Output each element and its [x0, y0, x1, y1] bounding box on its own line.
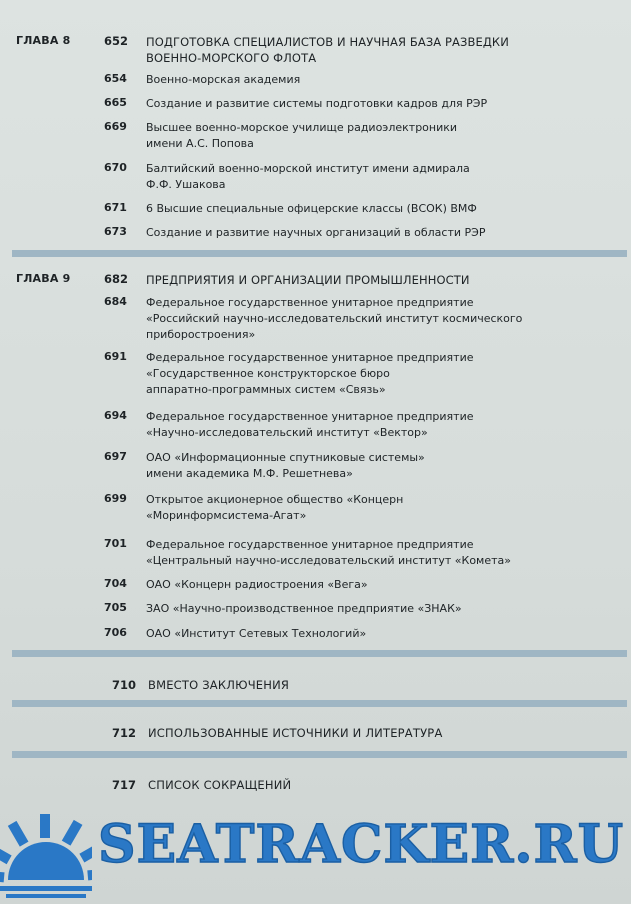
- page-number: 669: [104, 120, 127, 133]
- entry-title: [146, 225, 596, 241]
- entry-title: [146, 601, 596, 617]
- page-number: 691: [104, 350, 127, 363]
- title-line: ПОДГОТОВКА СПЕЦИАЛИСТОВ И НАУЧНАЯ БАЗА РАЗВЕДКИ: [146, 35, 509, 49]
- entry-title: [146, 577, 596, 593]
- title-line: ОАО «Институт Сетевых Технологий»: [146, 627, 367, 640]
- section-divider: [12, 751, 627, 758]
- watermark-text: SEATRACKER.RU: [98, 814, 625, 875]
- entry-title: [146, 201, 596, 217]
- entry-title: [146, 272, 596, 288]
- page-number: 701: [104, 537, 127, 550]
- entry-title: [146, 96, 596, 112]
- title-line: имени академика М.Ф. Решетнева»: [146, 467, 353, 480]
- title-line: Ф.Ф. Ушакова: [146, 178, 226, 191]
- title-line: Федеральное государственное унитарное предприятие: [146, 410, 474, 423]
- title-line: «Моринформсистема-Агат»: [146, 509, 307, 522]
- title-line: «Российский научно-исследовательский институт космического: [146, 312, 523, 325]
- title-line: 6 Высшие специальные офицерские классы (ВСОК) ВМФ: [146, 202, 477, 215]
- title-line: Создание и развитие научных организаций в области РЭР: [146, 226, 486, 239]
- title-line: Федеральное государственное унитарное предприятие: [146, 538, 474, 551]
- title-line: Федеральное государственное унитарное предприятие: [146, 351, 474, 364]
- page-number: 671: [104, 201, 127, 214]
- page-number: 654: [104, 72, 127, 85]
- page-number: 697: [104, 450, 127, 463]
- page-number: 682: [104, 272, 129, 286]
- entry-title: ИСПОЛЬЗОВАННЫЕ ИСТОЧНИКИ И ЛИТЕРАТУРА: [148, 726, 443, 740]
- page-number: 652: [104, 34, 129, 48]
- entry-title: [146, 120, 596, 152]
- page-number: 673: [104, 225, 127, 238]
- page-number: 665: [104, 96, 127, 109]
- title-line: Балтийский военно-морской институт имени адмирала: [146, 162, 470, 175]
- entry-title: ВМЕСТО ЗАКЛЮЧЕНИЯ: [148, 678, 290, 692]
- title-line: ОАО «Информационные спутниковые системы»: [146, 451, 425, 464]
- title-line: «Научно-исследовательский институт «Вектор»: [146, 426, 428, 439]
- page-number: 670: [104, 161, 127, 174]
- title-line: ВОЕННО-МОРСКОГО ФЛОТА: [146, 51, 317, 65]
- title-line: Создание и развитие системы подготовки кадров для РЭР: [146, 97, 488, 110]
- entry-title: [146, 450, 596, 482]
- entry-title: [146, 295, 596, 343]
- section-divider: [12, 650, 627, 657]
- entry-title: [146, 537, 596, 569]
- chapter-label: ГЛАВА 8: [16, 34, 71, 47]
- page-number: 717: [112, 778, 137, 792]
- title-line: Федеральное государственное унитарное предприятие: [146, 296, 474, 309]
- title-line: ЗАО «Научно-производственное предприятие «ЗНАК»: [146, 602, 462, 615]
- sun-logo-icon: [0, 808, 92, 904]
- entry-title: [146, 409, 596, 441]
- title-line: Открытое акционерное общество «Концерн: [146, 493, 404, 506]
- entry-title: [146, 161, 596, 193]
- entry-title: [146, 492, 596, 524]
- page-number: 706: [104, 626, 127, 639]
- title-line: ОАО «Концерн радиостроения «Вега»: [146, 578, 368, 591]
- title-line: имени А.С. Попова: [146, 137, 254, 150]
- title-line: «Центральный научно-исследовательский институт «Комета»: [146, 554, 511, 567]
- section-divider: [12, 250, 627, 257]
- page-number: 704: [104, 577, 127, 590]
- title-line: Высшее военно-морское училище радиоэлектроники: [146, 121, 458, 134]
- title-line: аппаратно-программных систем «Связь»: [146, 383, 386, 396]
- page-number: 712: [112, 726, 137, 740]
- page-number: 705: [104, 601, 127, 614]
- title-line: приборостроения»: [146, 328, 256, 341]
- page-number: 694: [104, 409, 127, 422]
- page-number: 710: [112, 678, 137, 692]
- title-line: ПРЕДПРИЯТИЯ И ОРГАНИЗАЦИИ ПРОМЫШЛЕННОСТИ: [146, 273, 470, 287]
- page-number: 699: [104, 492, 127, 505]
- entry-title: [146, 34, 596, 66]
- entry-title: [146, 350, 596, 398]
- section-divider: [12, 700, 627, 707]
- entry-title: [146, 72, 596, 88]
- entry-title: СПИСОК СОКРАЩЕНИЙ: [148, 778, 292, 792]
- entry-title: [146, 626, 596, 642]
- title-line: «Государственное конструкторское бюро: [146, 367, 390, 380]
- title-line: Военно-морская академия: [146, 73, 301, 86]
- page-number: 684: [104, 295, 127, 308]
- watermark: [0, 808, 631, 904]
- chapter-label: ГЛАВА 9: [16, 272, 71, 285]
